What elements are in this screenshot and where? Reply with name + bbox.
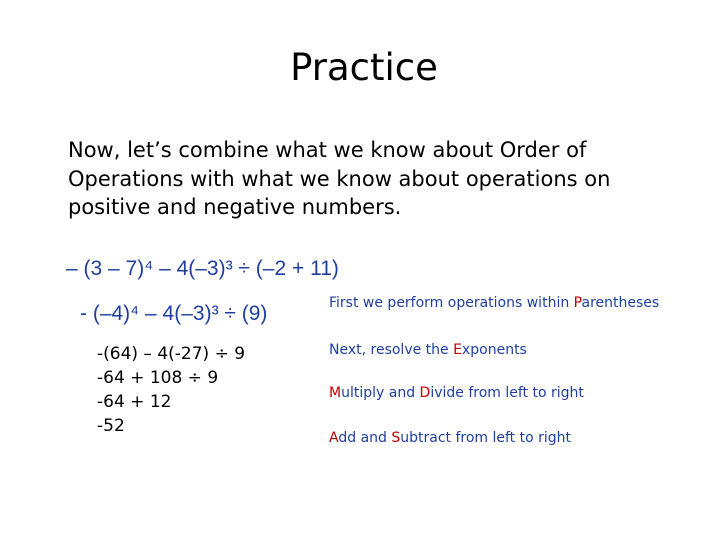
intro-line: Operations with what we know about operations on — [68, 166, 611, 191]
note-highlight: P — [573, 295, 582, 311]
solution-steps — [97, 342, 245, 438]
note-text: First we perform operations within — [329, 295, 574, 311]
slide-title: Practice — [290, 46, 438, 89]
original-expression: – (3 – 7)⁴ – 4(–3)³ ÷ (–2 + 11) — [66, 257, 339, 280]
note-parentheses — [329, 294, 659, 312]
note-highlight: S — [391, 430, 401, 446]
note-text: ultiply and — [341, 385, 420, 401]
solution-step: -(64) – 4(-27) ÷ 9 — [97, 344, 246, 364]
parentheses-resolved-expression: - (–4)⁴ – 4(–3)³ ÷ (9) — [80, 302, 268, 325]
note-multiply-divide — [329, 384, 584, 402]
intro-line: positive and negative numbers. — [68, 195, 402, 219]
note-text: arentheses — [581, 295, 660, 311]
intro-line: Now, let’s combine what we know about Order of — [68, 138, 587, 162]
note-text: ivide from left to right — [430, 385, 584, 401]
solution-step: -52 — [97, 416, 125, 436]
note-text: dd and — [338, 430, 392, 446]
intro-paragraph — [68, 136, 688, 222]
note-add-subtract — [329, 429, 571, 447]
note-exponents — [329, 341, 527, 359]
note-highlight: D — [419, 385, 431, 401]
solution-step: -64 + 108 ÷ 9 — [97, 368, 219, 388]
note-text: Next, resolve the — [329, 342, 454, 358]
solution-step: -64 + 12 — [97, 392, 172, 412]
note-text: xponents — [461, 342, 527, 358]
note-highlight: A — [329, 430, 339, 446]
note-highlight: M — [329, 385, 342, 401]
note-highlight: E — [453, 342, 462, 358]
note-text: ubtract from left to right — [400, 430, 572, 446]
